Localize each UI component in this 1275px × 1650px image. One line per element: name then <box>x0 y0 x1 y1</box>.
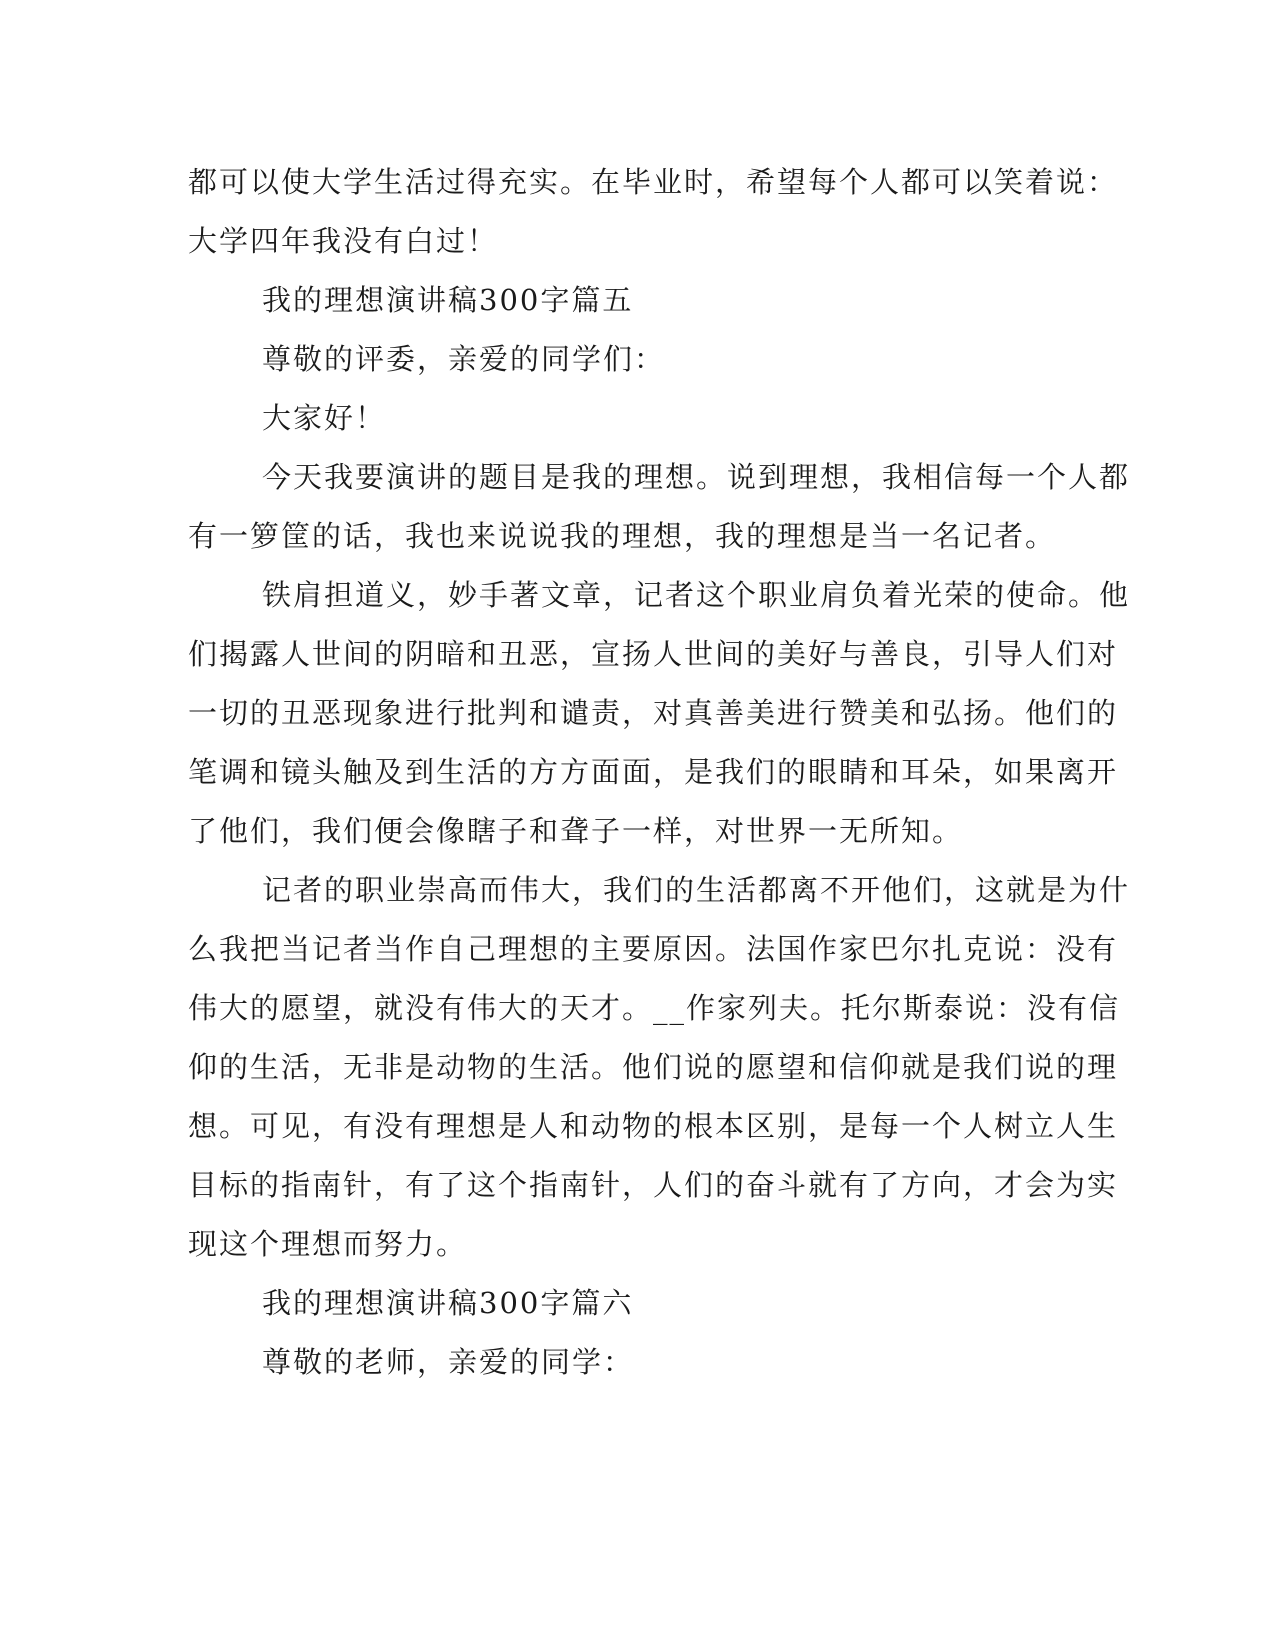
salutation: 尊敬的评委，亲爱的同学们： <box>262 342 666 376</box>
section-heading: 我的理想演讲稿300字篇六 <box>262 1286 634 1320</box>
paragraph-line: 有一箩筐的话，我也来说说我的理想，我的理想是当一名记者。 <box>188 519 1057 553</box>
paragraph-line: 伟大的愿望，就没有伟大的天才。__作家列夫。托尔斯泰说：没有信 <box>188 991 1121 1025</box>
paragraph-line: 们揭露人世间的阴暗和丑恶，宣扬人世间的美好与善良，引导人们对 <box>188 637 1119 671</box>
body-line: 大学四年我没有白过！ <box>188 224 499 258</box>
paragraph-line: 今天我要演讲的题目是我的理想。说到理想，我相信每一个人都 <box>262 460 1131 494</box>
paragraph-line: 仰的生活，无非是动物的生活。他们说的愿望和信仰就是我们说的理 <box>188 1050 1119 1084</box>
paragraph-line: 了他们，我们便会像瞎子和聋子一样，对世界一无所知。 <box>188 814 964 848</box>
paragraph-line: 目标的指南针，有了这个指南针，人们的奋斗就有了方向，才会为实 <box>188 1168 1119 1202</box>
paragraph-line: 铁肩担道义，妙手著文章，记者这个职业肩负着光荣的使命。他 <box>262 578 1131 612</box>
paragraph-line: 记者的职业崇高而伟大，我们的生活都离不开他们，这就是为什 <box>262 873 1131 907</box>
paragraph-line: 一切的丑恶现象进行批判和谴责，对真善美进行赞美和弘扬。他们的 <box>188 696 1119 730</box>
section-heading: 我的理想演讲稿300字篇五 <box>262 283 634 317</box>
paragraph-line: 现这个理想而努力。 <box>188 1227 468 1261</box>
salutation: 尊敬的老师，亲爱的同学： <box>262 1345 635 1379</box>
greeting: 大家好！ <box>262 401 387 435</box>
paragraph-line: 笔调和镜头触及到生活的方方面面，是我们的眼睛和耳朵，如果离开 <box>188 755 1119 789</box>
paragraph-line: 想。可见，有没有理想是人和动物的根本区别，是每一个人树立人生 <box>188 1109 1119 1143</box>
paragraph-line: 么我把当记者当作自己理想的主要原因。法国作家巴尔扎克说：没有 <box>188 932 1119 966</box>
body-line: 都可以使大学生活过得充实。在毕业时，希望每个人都可以笑着说： <box>188 165 1119 199</box>
